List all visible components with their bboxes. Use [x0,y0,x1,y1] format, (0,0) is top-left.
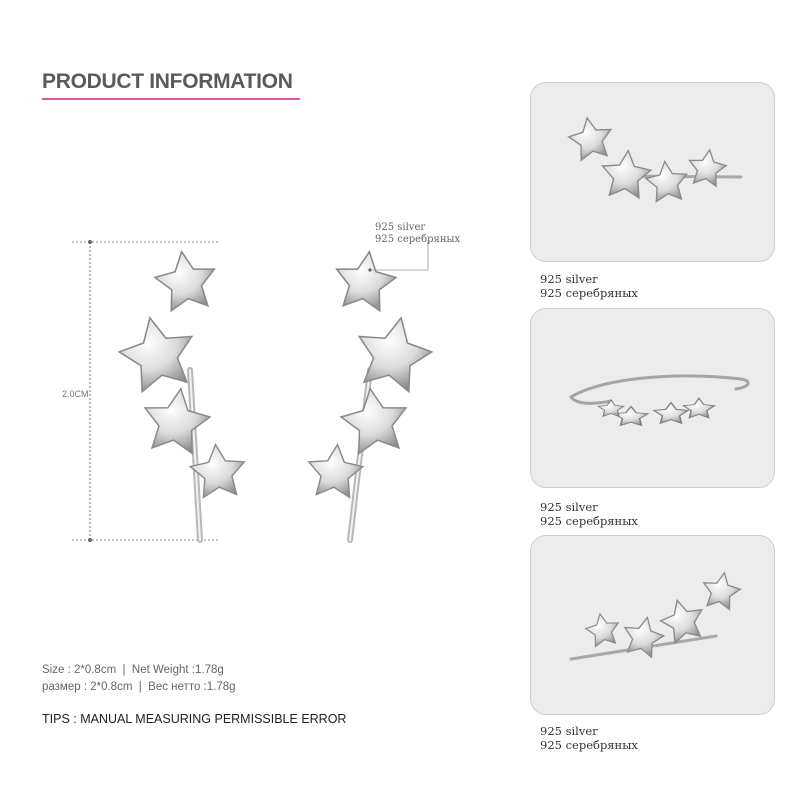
photo-3-caption-en: 925 silver [540,724,598,738]
product-photo-2 [530,308,775,488]
photo-1-caption-ru: 925 серебряных [540,286,638,300]
photo-2-caption [540,500,638,528]
callout-line-ru: 925 серебряных [375,234,461,245]
photo-3-caption [540,724,638,752]
tips-text: TIPS : MANUAL MEASURING PERMISSIBLE ERROR [42,712,347,726]
photo-3-caption-ru: 925 серебряных [540,738,638,752]
photo-1-caption-en: 925 silver [540,272,598,286]
specs-line-ru: размер : 2*0.8cm | Вес нетто :1.78g [42,681,236,693]
callout-line-en: 925 silver [375,222,426,233]
photo-2-caption-ru: 925 серебряных [540,514,638,528]
photo-2-caption-en: 925 silver [540,500,598,514]
material-callout [375,222,460,246]
specs-block [42,662,236,696]
measurement-label: 2.0CM [62,389,89,399]
photo-1-caption [540,272,638,300]
specs-line-en: Size : 2*0.8cm | Net Weight :1.78g [42,664,224,676]
product-photo-1 [530,82,775,262]
page-title: PRODUCT INFORMATION [42,70,293,93]
product-photo-3 [530,535,775,715]
